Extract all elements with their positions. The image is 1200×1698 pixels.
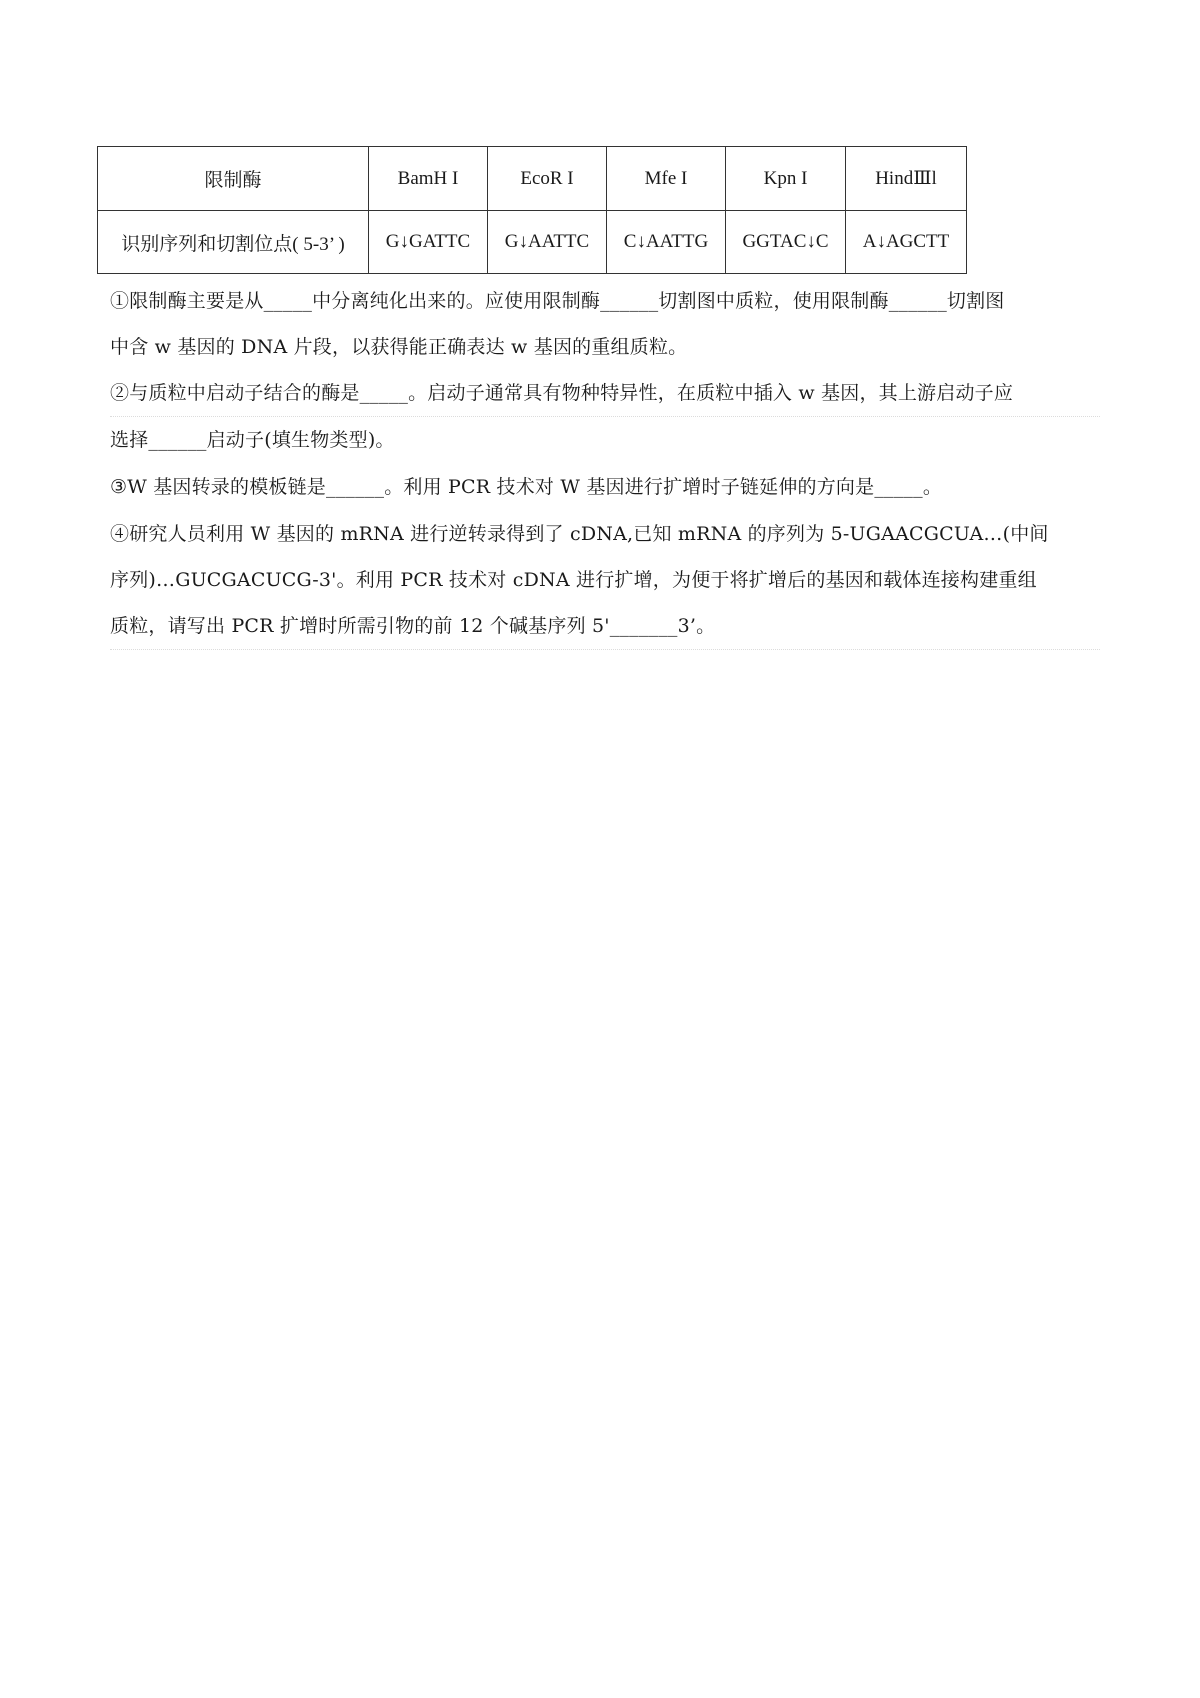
question-4-line-3: 质粒，请写出 PCR 扩增时所需引物的前 12 个碱基序列 5'_______3’。 bbox=[110, 603, 1100, 650]
header-cell-enzyme: 限制酶 bbox=[98, 147, 369, 211]
sequence-cell-ecori: G↓AATTC bbox=[488, 211, 607, 274]
question-1 bbox=[110, 278, 1100, 370]
question-1-line-2: 中含 w 基因的 DNA 片段，以获得能正确表达 w 基因的重组质粒。 bbox=[110, 336, 688, 358]
header-cell-kpni: Kpn I bbox=[726, 147, 846, 211]
question-2 bbox=[110, 370, 1100, 463]
question-3-line-1: ③W 基因转录的模板链是______。利用 PCR 技术对 W 基因进行扩增时子链延伸的方向是_____。 bbox=[110, 476, 943, 498]
question-3 bbox=[110, 464, 1100, 510]
header-cell-bamhi: BamH I bbox=[369, 147, 488, 211]
row-label-cell: 识别序列和切割位点( 5-3’ ) bbox=[98, 211, 369, 274]
question-1-line-1: ①限制酶主要是从_____中分离纯化出来的。应使用限制酶______切割图中质粒，使用限制酶______切割图 bbox=[110, 290, 1005, 312]
sequence-cell-bamhi: G↓GATTC bbox=[369, 211, 488, 274]
sequence-cell-hindiii: A↓AGCTT bbox=[846, 211, 967, 274]
table-header-row bbox=[98, 147, 967, 211]
table-row bbox=[98, 211, 967, 274]
sequence-cell-kpni: GGTAC↓C bbox=[726, 211, 846, 274]
question-2-line-1: ②与质粒中启动子结合的酶是_____。启动子通常具有物种特异性，在质粒中插入 w 基因，其上游启动子应 bbox=[110, 370, 1100, 417]
question-4-line-2: 序列)…GUCGACUCG-3'。利用 PCR 技术对 cDNA 进行扩增，为便于将扩增后的基因和载体连接构建重组 bbox=[110, 569, 1037, 591]
question-4-line-1: ④研究人员利用 W 基因的 mRNA 进行逆转录得到了 cDNA,已知 mRNA 的序列为 5-UGAACGCUA…(中间 bbox=[110, 523, 1049, 545]
header-cell-ecori: EcoR I bbox=[488, 147, 607, 211]
question-4 bbox=[110, 511, 1100, 650]
header-cell-hindiii: HindⅢl bbox=[846, 147, 967, 211]
header-cell-mfei: Mfe I bbox=[607, 147, 726, 211]
restriction-enzyme-table bbox=[97, 146, 967, 274]
question-2-line-2: 选择______启动子(填生物类型)。 bbox=[110, 429, 395, 451]
sequence-cell-mfei: C↓AATTG bbox=[607, 211, 726, 274]
